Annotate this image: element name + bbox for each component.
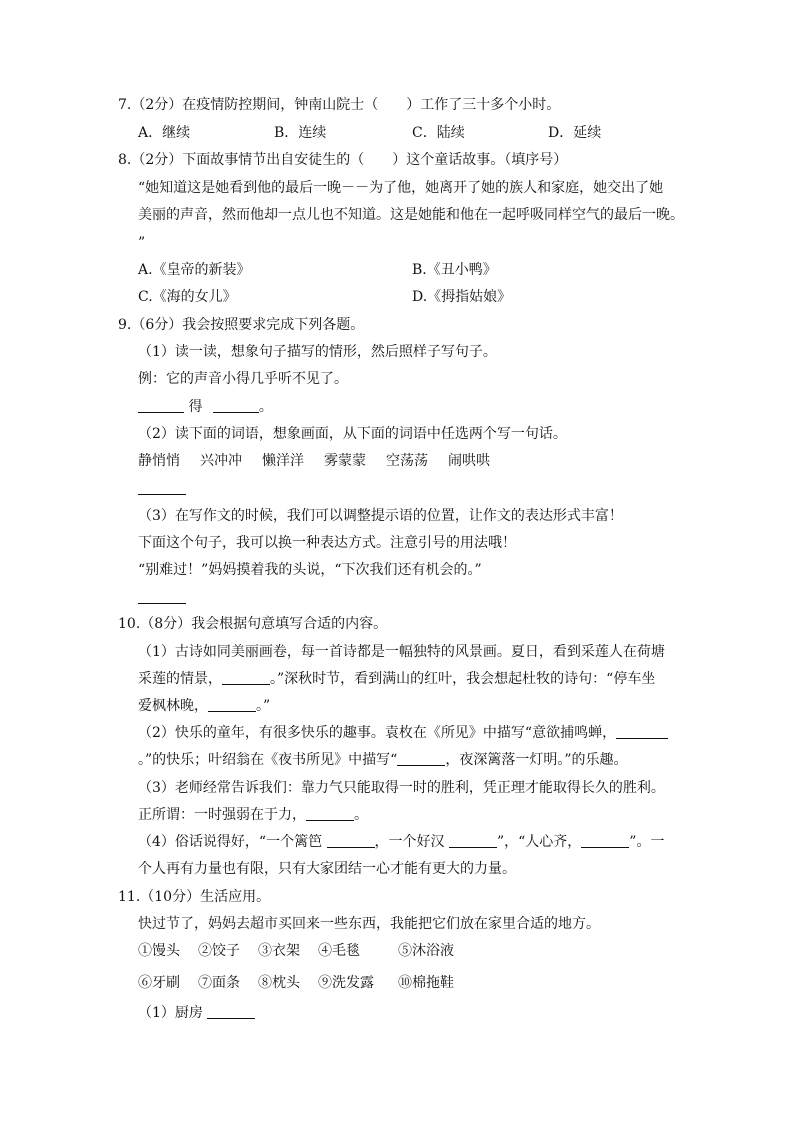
answer-blank[interactable] bbox=[138, 398, 184, 413]
answer-blank[interactable] bbox=[327, 833, 375, 848]
item: ⑨洗发露 bbox=[318, 975, 374, 991]
q10-part2-line1 bbox=[138, 724, 668, 742]
q11-items-row2 bbox=[138, 974, 454, 992]
answer-blank[interactable] bbox=[581, 833, 629, 848]
word: 闹哄哄 bbox=[448, 453, 490, 469]
q9-part3-instruction: 下面这个句子，我可以换一种表达方式。注意引号的用法哦！ bbox=[138, 535, 516, 551]
answer-blank[interactable] bbox=[397, 751, 445, 766]
answer-blank[interactable] bbox=[306, 806, 354, 821]
q8-option-d: D.《拇指姑娘》 bbox=[412, 289, 512, 305]
q10-part1-line1: （1）古诗如同美丽画卷，每一首诗都是一幅独特的风景画。夏日，看到采莲人在荷塘 bbox=[138, 644, 665, 660]
q11-intro: 快过节了，妈妈去超市买回来一些东西，我能把它们放在家里合适的地方。 bbox=[138, 916, 600, 932]
text: 。” bbox=[256, 698, 271, 714]
q9-blank3-row bbox=[138, 589, 186, 607]
item: ⑥牙刷 bbox=[138, 975, 180, 991]
answer-blank[interactable] bbox=[207, 1004, 255, 1019]
answer-blank[interactable] bbox=[616, 724, 668, 739]
q8-option-b: B.《丑小鸭》 bbox=[412, 262, 497, 278]
q10-stem: 10.（8分）我会根据句意填写合适的内容。 bbox=[118, 616, 388, 632]
text: 。”深秋时节，看到满山的红叶，我会想起杜牧的诗句：“停车坐 bbox=[270, 671, 656, 687]
item: ⑩棉拖鞋 bbox=[398, 975, 454, 991]
q9-word-list bbox=[138, 452, 510, 470]
text: 爱枫林晚， bbox=[138, 698, 208, 714]
text: （2）快乐的童年，有很多快乐的趣事。袁枚在《所见》中描写“意欲捕鸣蝉， bbox=[138, 725, 617, 741]
q10-part2-line2 bbox=[138, 751, 628, 769]
q8-quote-line2: 美丽的声音，然而他却一点儿也不知道。这是她能和他在一起呼吸同样空气的最后一晚。 bbox=[138, 207, 684, 223]
item: ③衣架 bbox=[258, 943, 300, 959]
text: 采莲的情景， bbox=[138, 671, 222, 687]
answer-blank[interactable] bbox=[449, 833, 497, 848]
item: ④毛毯 bbox=[318, 943, 360, 959]
word: 雾蒙蒙 bbox=[324, 453, 366, 469]
answer-blank[interactable] bbox=[213, 398, 259, 413]
text: ”，“人心齐， bbox=[496, 834, 582, 850]
q7-option-c: C．陆续 bbox=[412, 125, 465, 141]
q11-part1 bbox=[138, 1004, 255, 1022]
word: 懒洋洋 bbox=[262, 453, 304, 469]
word: 静悄悄 bbox=[138, 453, 180, 469]
q10-part4-line1 bbox=[138, 833, 664, 851]
text: 。”的快乐；叶绍翁在《夜书所见》中描写“ bbox=[138, 752, 398, 768]
q9-blank-row bbox=[138, 398, 273, 416]
q10-part1-line3 bbox=[138, 697, 270, 715]
q9-de: 得 bbox=[188, 399, 203, 415]
word: 兴冲冲 bbox=[200, 453, 242, 469]
q9-blank2-row bbox=[138, 480, 186, 498]
q10-part1-line2 bbox=[138, 670, 655, 688]
q9-stem: 9.（6分）我会按照要求完成下列各题。 bbox=[118, 317, 365, 333]
answer-blank[interactable] bbox=[138, 589, 186, 604]
item: ⑦面条 bbox=[198, 975, 240, 991]
answer-blank[interactable] bbox=[222, 670, 270, 685]
q8-quote-line1: “她知道这是她看到他的最后一晚－－为了他，她离开了她的族人和家庭，她交出了她 bbox=[138, 180, 664, 196]
text: 正所谓：一时强弱在于力， bbox=[138, 807, 306, 823]
answer-blank[interactable] bbox=[138, 480, 186, 495]
q7-option-b: B．连续 bbox=[274, 125, 327, 141]
text: （4）俗话说得好，“一个篱笆 bbox=[138, 834, 327, 850]
word: 空荡荡 bbox=[386, 453, 428, 469]
answer-blank[interactable] bbox=[208, 697, 256, 712]
q8-option-c: C.《海的女儿》 bbox=[138, 289, 237, 305]
q9-part3: （3）在写作文的时候，我们可以调整提示语的位置，让作文的表达形式丰富！ bbox=[138, 508, 623, 524]
q7-option-a: A．继续 bbox=[138, 125, 191, 141]
text: ”。一 bbox=[629, 834, 665, 850]
item: ⑧枕头 bbox=[258, 975, 300, 991]
item: ⑤沐浴液 bbox=[398, 943, 454, 959]
q9-period: 。 bbox=[258, 399, 273, 415]
q10-part3-line2 bbox=[138, 806, 368, 824]
q8-option-a: A.《皇帝的新装》 bbox=[138, 262, 251, 278]
text: 。 bbox=[354, 807, 368, 823]
q9-part1: （1）读一读，想象句子描写的情形，然后照样子写句子。 bbox=[138, 344, 497, 360]
text: （1）厨房 bbox=[138, 1005, 208, 1021]
text: ，一个好汉 bbox=[374, 834, 449, 850]
item: ②饺子 bbox=[198, 943, 240, 959]
q9-example: 例：它的声音小得几乎听不见了。 bbox=[138, 371, 348, 387]
q11-stem: 11.（10分）生活应用。 bbox=[118, 889, 271, 905]
q10-part3-line1: （3）老师经常告诉我们：靠力气只能取得一时的胜利，凭正理才能取得长久的胜利。 bbox=[138, 780, 665, 796]
q8-stem: 8.（2分）下面故事情节出自安徒生的（ ）这个童话故事。（填序号） bbox=[118, 152, 568, 168]
q10-part4-line2: 个人再有力量也有限，只有大家团结一心才能有更大的力量。 bbox=[138, 861, 516, 877]
q7-stem: 7.（2分）在疫情防控期间，钟南山院士（ ）工作了三十多个小时。 bbox=[118, 97, 561, 113]
item: ①馒头 bbox=[138, 943, 180, 959]
q7-option-d: D．延续 bbox=[548, 125, 602, 141]
q11-items-row1 bbox=[138, 942, 454, 960]
q9-sentence: “别难过！”妈妈摸着我的头说，“下次我们还有机会的。” bbox=[138, 562, 482, 578]
text: ，夜深篱落一灯明。”的乐趣。 bbox=[445, 752, 628, 768]
q8-quote-close: ” bbox=[138, 235, 146, 251]
q9-part2: （2）读下面的词语，想象画面，从下面的词语中任选两个写一句话。 bbox=[138, 426, 567, 442]
